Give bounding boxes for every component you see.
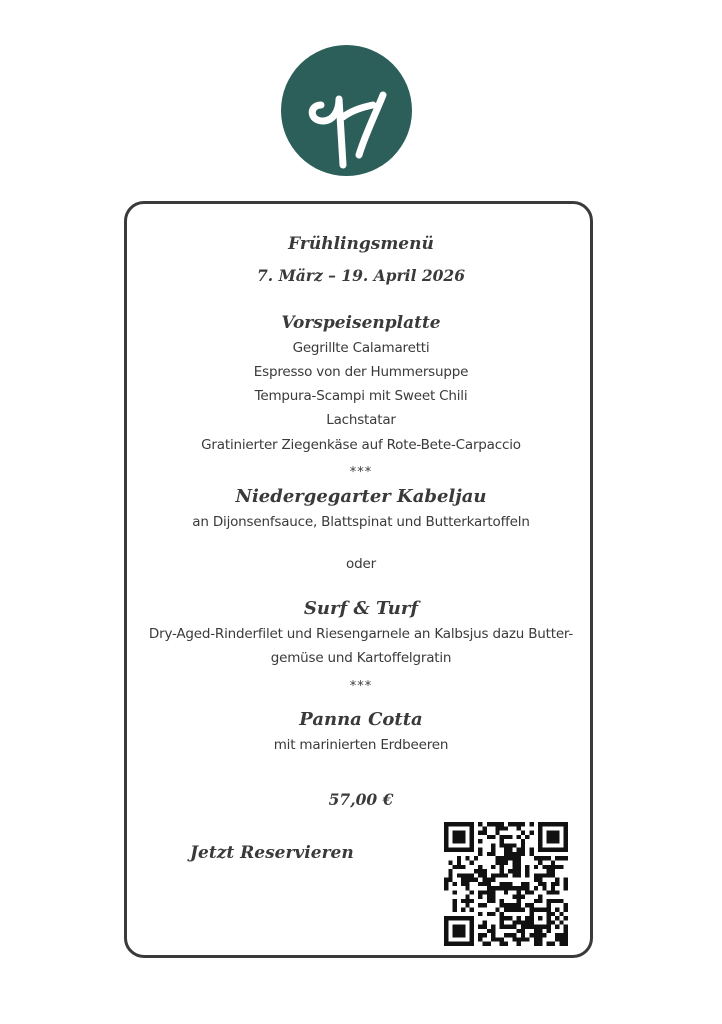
reservation-qr-code[interactable] <box>444 822 568 946</box>
dessert-title: Panna Cotta <box>299 709 423 730</box>
menu-price: 57,00 € <box>328 790 394 809</box>
course-separator: *** <box>349 465 373 480</box>
or-label: oder <box>346 556 376 572</box>
starter-item: Gegrillte Calamaretti <box>292 340 430 356</box>
starter-title: Vorspeisenplatte <box>281 313 441 333</box>
starter-item: Gratinierter Ziegenkäse auf Rote-Bete-Carpaccio <box>201 437 521 453</box>
starter-item: Tempura-Scampi mit Sweet Chili <box>254 388 468 404</box>
starter-item: Espresso von der Hummersuppe <box>253 364 469 380</box>
reserve-link[interactable]: Jetzt Reservieren <box>190 843 354 863</box>
main2-description-line: gemüse und Kartoffelgratin <box>270 650 452 666</box>
dessert-description: mit marinierten Erdbeeren <box>273 737 449 753</box>
restaurant-logo <box>281 45 412 176</box>
main2-title: Surf & Turf <box>303 598 419 619</box>
course-separator: *** <box>349 679 373 694</box>
main1-description: an Dijonsenfsauce, Blattspinat und Butterkartoffeln <box>192 514 530 530</box>
main1-title: Niedergegarter Kabeljau <box>235 486 487 507</box>
menu-dates: 7. März – 19. April 2026 <box>257 266 465 285</box>
main2-description-line: Dry-Aged-Rinderfilet und Riesengarnele an Kalbsjus dazu Butter- <box>148 626 574 642</box>
menu-title: Frühlingsmenü <box>288 234 434 254</box>
starter-item: Lachstatar <box>326 412 396 428</box>
